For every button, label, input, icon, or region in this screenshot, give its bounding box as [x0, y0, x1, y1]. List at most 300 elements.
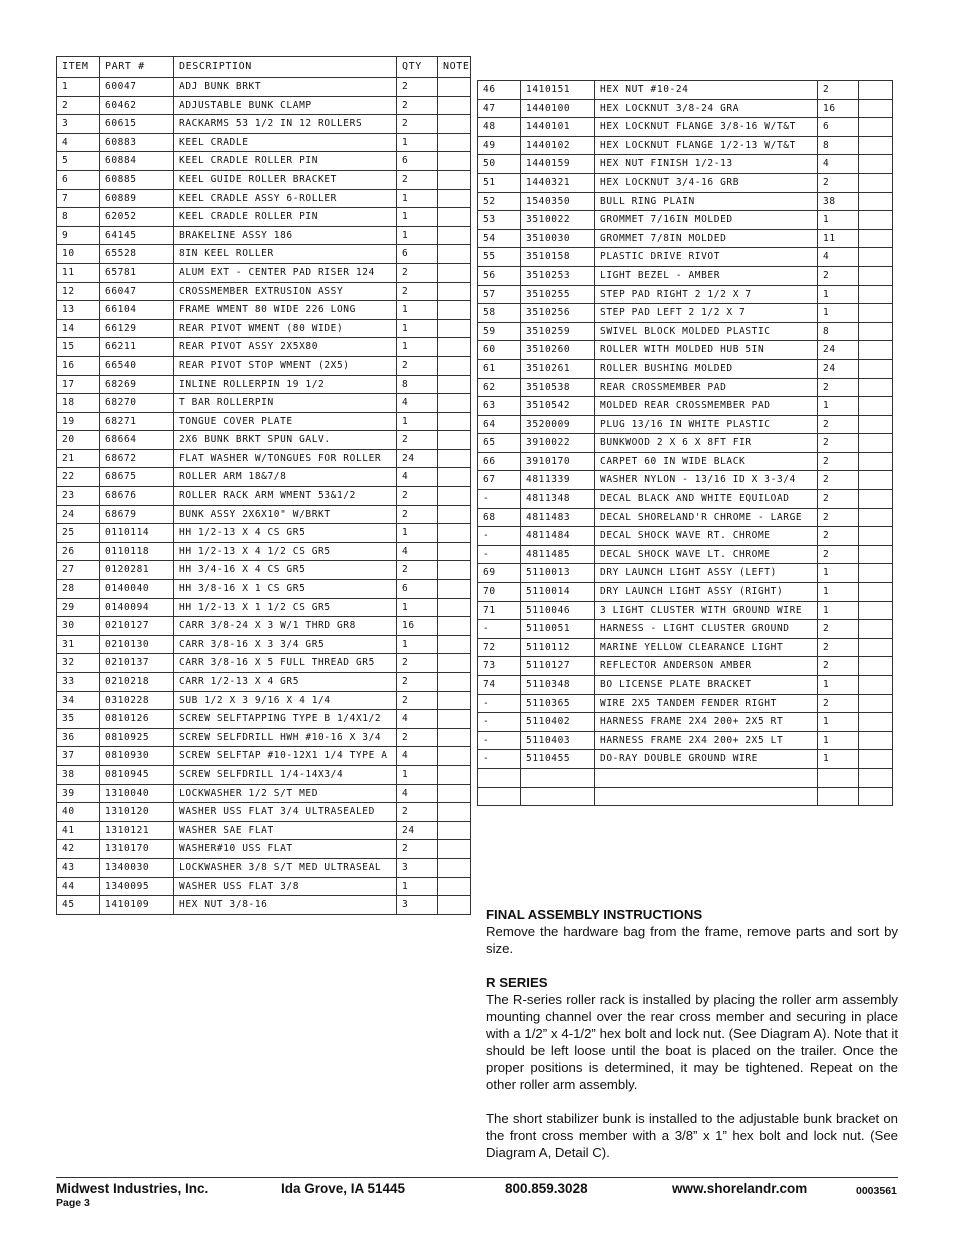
cell-note — [859, 527, 893, 546]
cell-item: 51 — [478, 173, 521, 192]
cell-description: DECAL SHOCK WAVE RT. CHROME — [595, 527, 818, 546]
cell-description: T BAR ROLLERPIN — [174, 394, 397, 413]
cell-part-number: 1310120 — [100, 803, 174, 822]
cell-description: INLINE ROLLERPIN 19 1/2 — [174, 375, 397, 394]
table-row — [478, 248, 893, 267]
cell-description: 8IN KEEL ROLLER — [174, 245, 397, 264]
cell-description: LOCKWASHER 3/8 S/T MED ULTRASEAL — [174, 858, 397, 877]
cell-description: DO-RAY DOUBLE GROUND WIRE — [595, 750, 818, 769]
cell-note — [859, 397, 893, 416]
cell-description: 3 LIGHT CLUSTER WITH GROUND WIRE — [595, 601, 818, 620]
cell-qty: 2 — [397, 840, 438, 859]
table-row — [57, 840, 471, 859]
cell-qty — [818, 768, 859, 787]
table-row — [478, 750, 893, 769]
cell-part-number: 1440101 — [521, 118, 595, 137]
cell-part-number: 5110014 — [521, 583, 595, 602]
table-row — [478, 713, 893, 732]
footer-doc-number: 0003561 — [856, 1185, 897, 1197]
cell-note — [438, 412, 471, 431]
cell-part-number: 3910022 — [521, 434, 595, 453]
cell-description: HEX LOCKNUT 3/8-24 GRA — [595, 99, 818, 118]
cell-item: 49 — [478, 136, 521, 155]
cell-item — [478, 768, 521, 787]
cell-part-number: 60889 — [100, 189, 174, 208]
cell-qty: 2 — [397, 673, 438, 692]
cell-note — [438, 710, 471, 729]
cell-qty: 24 — [397, 821, 438, 840]
cell-description: CARR 3/8-16 X 5 FULL THREAD GR5 — [174, 654, 397, 673]
cell-description: PLUG 13/16 IN WHITE PLASTIC — [595, 415, 818, 434]
cell-description: REAR PIVOT STOP WMENT (2X5) — [174, 356, 397, 375]
cell-description: STEP PAD RIGHT 2 1/2 X 7 — [595, 285, 818, 304]
cell-description: REAR PIVOT WMENT (80 WIDE) — [174, 319, 397, 338]
cell-item: 10 — [57, 245, 100, 264]
table-row — [57, 821, 471, 840]
cell-part-number: 4811483 — [521, 508, 595, 527]
cell-qty: 2 — [397, 356, 438, 375]
cell-item: 41 — [57, 821, 100, 840]
cell-note — [859, 136, 893, 155]
cell-note — [438, 505, 471, 524]
cell-qty: 2 — [818, 471, 859, 490]
cell-note — [859, 508, 893, 527]
parts-table-left — [56, 56, 471, 915]
cell-part-number: 4811485 — [521, 545, 595, 564]
cell-description: SCREW SELFDRILL HWH #10-16 X 3/4 — [174, 728, 397, 747]
cell-description: WIRE 2X5 TANDEM FENDER RIGHT — [595, 694, 818, 713]
cell-part-number: 1540350 — [521, 192, 595, 211]
cell-part-number: 1440159 — [521, 155, 595, 174]
cell-note — [859, 545, 893, 564]
cell-part-number: 3510253 — [521, 266, 595, 285]
cell-part-number: 5110046 — [521, 601, 595, 620]
table-row — [57, 301, 471, 320]
cell-part-number: 60462 — [100, 96, 174, 115]
footer-divider — [56, 1177, 898, 1178]
cell-description: HEX LOCKNUT FLANGE 3/8-16 W/T&T — [595, 118, 818, 137]
table-row — [57, 449, 471, 468]
cell-item: 16 — [57, 356, 100, 375]
cell-description: DECAL SHOCK WAVE LT. CHROME — [595, 545, 818, 564]
cell-note — [859, 359, 893, 378]
cell-qty: 2 — [397, 691, 438, 710]
cell-note — [438, 319, 471, 338]
cell-note — [438, 747, 471, 766]
cell-qty: 2 — [397, 728, 438, 747]
cell-part-number: 1440102 — [521, 136, 595, 155]
cell-part-number: 0210218 — [100, 673, 174, 692]
table-row — [57, 617, 471, 636]
footer-location: Ida Grove, IA 51445 — [281, 1181, 406, 1196]
cell-note — [859, 266, 893, 285]
r-series-text: The R-series roller rack is installed by placing the roller arm assembly mounting channel over the rear cross member and securing in place with a 1/2” x 4-1/2” hex bolt and lock nut. (See Diagram A). Note that it should be left loose until the boat is placed on the trailer. Once the proper positions is determined, it may be tightened. Repeat on the other roller arm assembly. — [486, 992, 898, 1092]
table-row — [57, 245, 471, 264]
cell-qty: 1 — [818, 676, 859, 695]
cell-note — [859, 285, 893, 304]
cell-item: 9 — [57, 226, 100, 245]
cell-description — [595, 768, 818, 787]
table-row — [57, 282, 471, 301]
cell-item: 29 — [57, 598, 100, 617]
table-row — [57, 524, 471, 543]
cell-note — [859, 657, 893, 676]
cell-note — [438, 226, 471, 245]
cell-part-number: 0810930 — [100, 747, 174, 766]
cell-note — [859, 564, 893, 583]
cell-item: 70 — [478, 583, 521, 602]
cell-description: DECAL SHORELAND'R CHROME - LARGE — [595, 508, 818, 527]
table-row — [478, 341, 893, 360]
cell-description: ROLLER RACK ARM WMENT 53&1/2 — [174, 487, 397, 506]
cell-item: 58 — [478, 304, 521, 323]
table-row — [478, 359, 893, 378]
cell-part-number: 68676 — [100, 487, 174, 506]
cell-qty: 2 — [397, 561, 438, 580]
cell-item: 17 — [57, 375, 100, 394]
cell-note — [438, 431, 471, 450]
cell-description: REAR PIVOT ASSY 2X5X80 — [174, 338, 397, 357]
table-row — [57, 263, 471, 282]
cell-description: WASHER USS FLAT 3/8 — [174, 877, 397, 896]
cell-description: HH 1/2-13 X 1 1/2 CS GR5 — [174, 598, 397, 617]
table-row — [57, 356, 471, 375]
cell-description: DRY LAUNCH LIGHT ASSY (LEFT) — [595, 564, 818, 583]
cell-qty: 4 — [818, 248, 859, 267]
cell-qty: 1 — [818, 304, 859, 323]
parts-table-left-body — [57, 78, 471, 915]
cell-description: HEX NUT FINISH 1/2-13 — [595, 155, 818, 174]
table-row — [478, 434, 893, 453]
table-header-row — [57, 57, 471, 78]
cell-qty: 2 — [818, 490, 859, 509]
cell-qty: 16 — [818, 99, 859, 118]
cell-item: - — [478, 731, 521, 750]
cell-qty: 1 — [397, 189, 438, 208]
parts-table-right — [477, 80, 893, 806]
cell-item: 8 — [57, 208, 100, 227]
table-row — [478, 136, 893, 155]
final-assembly-heading: FINAL ASSEMBLY INSTRUCTIONS — [486, 907, 703, 922]
table-row — [57, 487, 471, 506]
cell-note — [859, 490, 893, 509]
table-row — [57, 710, 471, 729]
cell-item: 20 — [57, 431, 100, 450]
cell-description: DRY LAUNCH LIGHT ASSY (RIGHT) — [595, 583, 818, 602]
cell-part-number: 0140040 — [100, 580, 174, 599]
table-row — [57, 412, 471, 431]
cell-item: 64 — [478, 415, 521, 434]
cell-note — [859, 211, 893, 230]
cell-item: 54 — [478, 229, 521, 248]
cell-part-number: 1410151 — [521, 81, 595, 100]
cell-part-number: 0810126 — [100, 710, 174, 729]
cell-note — [859, 434, 893, 453]
cell-qty: 4 — [397, 710, 438, 729]
cell-part-number: 68672 — [100, 449, 174, 468]
table-row — [478, 490, 893, 509]
cell-note — [438, 524, 471, 543]
header-description: DESCRIPTION — [174, 57, 397, 78]
table-row — [478, 173, 893, 192]
cell-part-number: 3510255 — [521, 285, 595, 304]
cell-note — [438, 821, 471, 840]
cell-item: 19 — [57, 412, 100, 431]
table-row — [57, 635, 471, 654]
table-row — [57, 784, 471, 803]
cell-part-number: 0110114 — [100, 524, 174, 543]
cell-part-number: 5110112 — [521, 638, 595, 657]
table-row — [57, 654, 471, 673]
cell-item: 56 — [478, 266, 521, 285]
cell-part-number: 0110118 — [100, 542, 174, 561]
cell-part-number: 64145 — [100, 226, 174, 245]
cell-note — [859, 731, 893, 750]
cell-item: 45 — [57, 896, 100, 915]
cell-item: 53 — [478, 211, 521, 230]
table-row — [57, 858, 471, 877]
cell-note — [438, 449, 471, 468]
cell-description: FRAME WMENT 80 WIDE 226 LONG — [174, 301, 397, 320]
cell-item: - — [478, 527, 521, 546]
cell-description: CARR 3/8-16 X 3 3/4 GR5 — [174, 635, 397, 654]
cell-description: MARINE YELLOW CLEARANCE LIGHT — [595, 638, 818, 657]
cell-qty: 2 — [397, 78, 438, 97]
cell-item: 37 — [57, 747, 100, 766]
cell-item: - — [478, 694, 521, 713]
cell-description: HEX NUT 3/8-16 — [174, 896, 397, 915]
table-row — [57, 78, 471, 97]
footer-website: www.shorelandr.com — [672, 1181, 808, 1196]
cell-note — [438, 598, 471, 617]
header-part-number: PART # — [100, 57, 174, 78]
cell-part-number: 3510259 — [521, 322, 595, 341]
table-row — [478, 155, 893, 174]
cell-qty: 4 — [818, 155, 859, 174]
cell-description: LOCKWASHER 1/2 S/T MED — [174, 784, 397, 803]
table-row — [478, 601, 893, 620]
table-row — [57, 115, 471, 134]
cell-part-number: 5110127 — [521, 657, 595, 676]
cell-part-number: 68271 — [100, 412, 174, 431]
cell-part-number: 0140094 — [100, 598, 174, 617]
cell-description: LIGHT BEZEL - AMBER — [595, 266, 818, 285]
assembly-instructions — [486, 906, 898, 1178]
cell-item: 73 — [478, 657, 521, 676]
cell-note — [859, 155, 893, 174]
cell-part-number: 62052 — [100, 208, 174, 227]
cell-note — [438, 896, 471, 915]
cell-item: 62 — [478, 378, 521, 397]
cell-note — [438, 542, 471, 561]
table-row — [478, 192, 893, 211]
cell-part-number: 0210137 — [100, 654, 174, 673]
cell-part-number: 3510256 — [521, 304, 595, 323]
cell-qty: 2 — [818, 545, 859, 564]
table-row — [478, 694, 893, 713]
cell-qty: 4 — [397, 542, 438, 561]
cell-item: 61 — [478, 359, 521, 378]
cell-part-number: 60884 — [100, 152, 174, 171]
cell-item: 33 — [57, 673, 100, 692]
cell-part-number: 3510542 — [521, 397, 595, 416]
cell-item: 43 — [57, 858, 100, 877]
cell-part-number: 5110403 — [521, 731, 595, 750]
cell-item: 57 — [478, 285, 521, 304]
table-row — [478, 322, 893, 341]
cell-note — [859, 118, 893, 137]
cell-part-number: 60047 — [100, 78, 174, 97]
cell-part-number: 5110051 — [521, 620, 595, 639]
table-row — [478, 471, 893, 490]
cell-item: 2 — [57, 96, 100, 115]
cell-note — [438, 245, 471, 264]
table-row — [57, 319, 471, 338]
cell-qty: 1 — [397, 208, 438, 227]
cell-note — [438, 765, 471, 784]
cell-note — [859, 322, 893, 341]
cell-qty: 1 — [818, 750, 859, 769]
cell-item: 69 — [478, 564, 521, 583]
table-row — [478, 545, 893, 564]
cell-description: HEX LOCKNUT 3/4-16 GRB — [595, 173, 818, 192]
cell-qty: 1 — [397, 524, 438, 543]
cell-note — [438, 561, 471, 580]
table-row — [57, 226, 471, 245]
cell-item: 31 — [57, 635, 100, 654]
cell-qty: 2 — [397, 115, 438, 134]
cell-item: 3 — [57, 115, 100, 134]
table-row — [478, 415, 893, 434]
cell-note — [438, 78, 471, 97]
cell-item: 1 — [57, 78, 100, 97]
cell-item: 13 — [57, 301, 100, 320]
cell-qty: 1 — [397, 765, 438, 784]
table-row — [478, 378, 893, 397]
cell-qty: 1 — [818, 285, 859, 304]
cell-note — [438, 282, 471, 301]
cell-qty: 2 — [818, 452, 859, 471]
cell-qty: 6 — [397, 580, 438, 599]
cell-description: DECAL BLACK AND WHITE EQUILOAD — [595, 490, 818, 509]
cell-part-number: 1310170 — [100, 840, 174, 859]
cell-qty: 2 — [397, 505, 438, 524]
parts-table-right-body — [478, 81, 893, 806]
cell-description: BO LICENSE PLATE BRACKET — [595, 676, 818, 695]
cell-part-number: 68269 — [100, 375, 174, 394]
cell-part-number: 1440100 — [521, 99, 595, 118]
cell-item: 48 — [478, 118, 521, 137]
table-row — [478, 397, 893, 416]
table-row — [478, 452, 893, 471]
cell-description — [595, 787, 818, 806]
table-row — [57, 803, 471, 822]
cell-note — [438, 301, 471, 320]
cell-note — [438, 617, 471, 636]
cell-note — [859, 229, 893, 248]
header-note: NOTE — [438, 57, 471, 78]
cell-description: ROLLER ARM 18&7/8 — [174, 468, 397, 487]
cell-description: BULL RING PLAIN — [595, 192, 818, 211]
cell-note — [859, 415, 893, 434]
cell-part-number: 3510030 — [521, 229, 595, 248]
header-qty: QTY — [397, 57, 438, 78]
cell-qty: 24 — [397, 449, 438, 468]
cell-item: 63 — [478, 397, 521, 416]
cell-description: 2X6 BUNK BRKT SPUN GALV. — [174, 431, 397, 450]
table-row — [478, 229, 893, 248]
cell-note — [438, 580, 471, 599]
table-row — [478, 211, 893, 230]
table-row — [57, 394, 471, 413]
cell-description: ADJ BUNK BRKT — [174, 78, 397, 97]
cell-part-number: 4811348 — [521, 490, 595, 509]
cell-qty: 2 — [397, 282, 438, 301]
cell-item: 7 — [57, 189, 100, 208]
cell-qty: 2 — [818, 527, 859, 546]
cell-note — [438, 394, 471, 413]
cell-description: ROLLER BUSHING MOLDED — [595, 359, 818, 378]
cell-item: 40 — [57, 803, 100, 822]
cell-description: STEP PAD LEFT 2 1/2 X 7 — [595, 304, 818, 323]
cell-qty: 24 — [818, 359, 859, 378]
cell-part-number — [521, 768, 595, 787]
cell-qty: 24 — [818, 341, 859, 360]
table-row — [478, 304, 893, 323]
cell-qty: 2 — [818, 173, 859, 192]
cell-note — [438, 673, 471, 692]
cell-qty: 1 — [397, 598, 438, 617]
cell-description: GROMMET 7/16IN MOLDED — [595, 211, 818, 230]
cell-item: 12 — [57, 282, 100, 301]
cell-qty: 1 — [397, 319, 438, 338]
cell-item: - — [478, 545, 521, 564]
cell-note — [859, 341, 893, 360]
cell-qty: 1 — [818, 397, 859, 416]
cell-qty: 2 — [818, 657, 859, 676]
cell-item: 26 — [57, 542, 100, 561]
cell-note — [438, 96, 471, 115]
cell-qty: 16 — [397, 617, 438, 636]
cell-note — [859, 583, 893, 602]
cell-description: FLAT WASHER W/TONGUES FOR ROLLER — [174, 449, 397, 468]
cell-description: TONGUE COVER PLATE — [174, 412, 397, 431]
cell-qty: 1 — [818, 564, 859, 583]
cell-part-number: 5110455 — [521, 750, 595, 769]
cell-qty: 2 — [818, 508, 859, 527]
footer-page-number: Page 3 — [56, 1197, 90, 1209]
cell-note — [438, 152, 471, 171]
cell-description: REFLECTOR ANDERSON AMBER — [595, 657, 818, 676]
cell-qty: 2 — [397, 803, 438, 822]
cell-note — [859, 676, 893, 695]
cell-qty: 4 — [397, 784, 438, 803]
cell-item: 59 — [478, 322, 521, 341]
cell-qty: 6 — [397, 245, 438, 264]
cell-item: 52 — [478, 192, 521, 211]
cell-note — [859, 601, 893, 620]
cell-part-number: 1410109 — [100, 896, 174, 915]
cell-item: 6 — [57, 170, 100, 189]
cell-description: HH 1/2-13 X 4 1/2 CS GR5 — [174, 542, 397, 561]
cell-qty: 1 — [397, 635, 438, 654]
cell-qty: 1 — [818, 713, 859, 732]
cell-note — [859, 694, 893, 713]
cell-qty: 2 — [818, 266, 859, 285]
table-row — [57, 375, 471, 394]
cell-qty: 2 — [397, 263, 438, 282]
table-row — [478, 583, 893, 602]
